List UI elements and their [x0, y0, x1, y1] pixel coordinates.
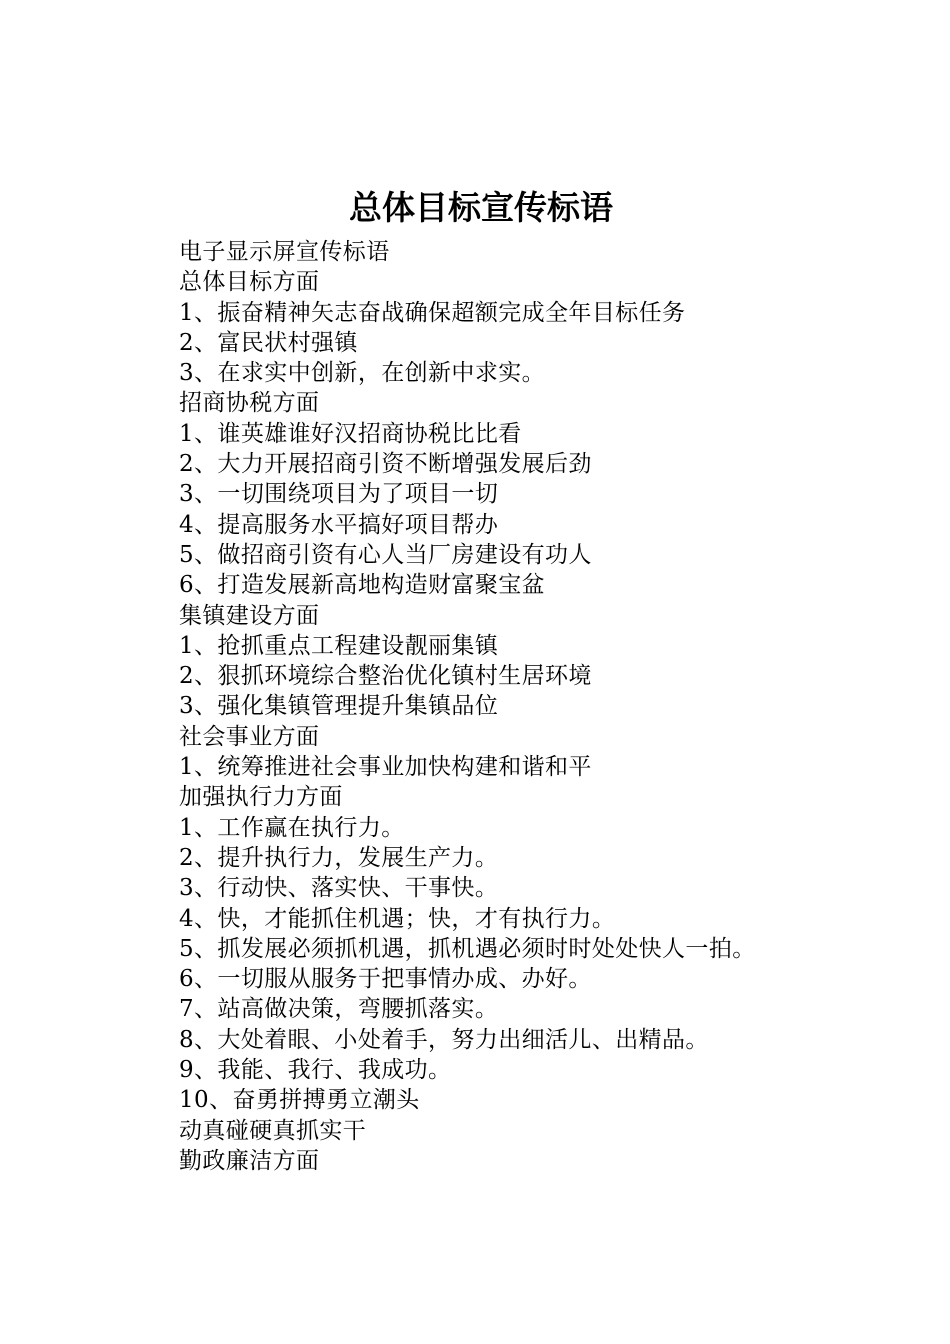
slogan-item: 8、大处着眼、小处着手，努力出细活儿、出精品。 — [179, 1026, 709, 1053]
slogan-item: 5、抓发展必须抓机遇，抓机遇必须时时处处快人一拍。 — [179, 935, 756, 962]
section-heading: 招商协税方面 — [179, 390, 320, 417]
slogan-item: 7、站高做决策，弯腰抓落实。 — [179, 996, 499, 1023]
section-heading: 勤政廉洁方面 — [179, 1147, 320, 1174]
slogan-item: 2、大力开展招商引资不断增强发展后劲 — [179, 451, 592, 478]
slogan-item: 1、统筹推进社会事业加快构建和谐和平 — [179, 754, 592, 781]
section-heading: 集镇建设方面 — [179, 602, 320, 629]
slogan-item: 1、抢抓重点工程建设靓丽集镇 — [179, 632, 499, 659]
section-heading: 社会事业方面 — [179, 723, 320, 750]
slogan-item: 2、狠抓环境综合整治优化镇村生居环境 — [179, 663, 592, 690]
section-heading: 动真碰硬真抓实干 — [179, 1117, 367, 1144]
slogan-item: 2、提升执行力，发展生产力。 — [179, 844, 499, 871]
section-heading: 总体目标方面 — [179, 269, 320, 296]
slogan-item: 1、振奋精神矢志奋战确保超额完成全年目标任务 — [179, 299, 686, 326]
slogan-item: 3、强化集镇管理提升集镇品位 — [179, 693, 499, 720]
slogan-item: 3、一切围绕项目为了项目一切 — [179, 481, 499, 508]
slogan-item: 4、提高服务水平搞好项目帮办 — [179, 511, 499, 538]
slogan-item: 3、在求实中创新，在创新中求实。 — [179, 360, 546, 387]
slogan-item: 4、快，才能抓住机遇；快，才有执行力。 — [179, 905, 616, 932]
slogan-item: 3、行动快、落实快、干事快。 — [179, 875, 499, 902]
slogan-item: 1、谁英雄谁好汉招商协税比比看 — [179, 420, 522, 447]
slogan-item: 10、奋勇拼搏勇立潮头 — [179, 1087, 420, 1114]
slogan-item: 2、富民状村强镇 — [179, 329, 358, 356]
slogan-item: 1、工作赢在执行力。 — [179, 814, 405, 841]
slogan-item: 6、一切服从服务于把事情办成、办好。 — [179, 966, 592, 993]
section-heading: 电子显示屏宣传标语 — [179, 239, 390, 265]
section-heading: 加强执行力方面 — [179, 784, 343, 811]
slogan-list — [179, 237, 939, 1176]
slogan-item: 9、我能、我行、我成功。 — [179, 1057, 452, 1084]
slogan-item: 6、打造发展新高地构造财富聚宝盆 — [179, 572, 546, 599]
document-title: 总体目标宣传标语 — [349, 188, 613, 227]
slogan-item: 5、做招商引资有心人当厂房建设有功人 — [179, 541, 592, 568]
